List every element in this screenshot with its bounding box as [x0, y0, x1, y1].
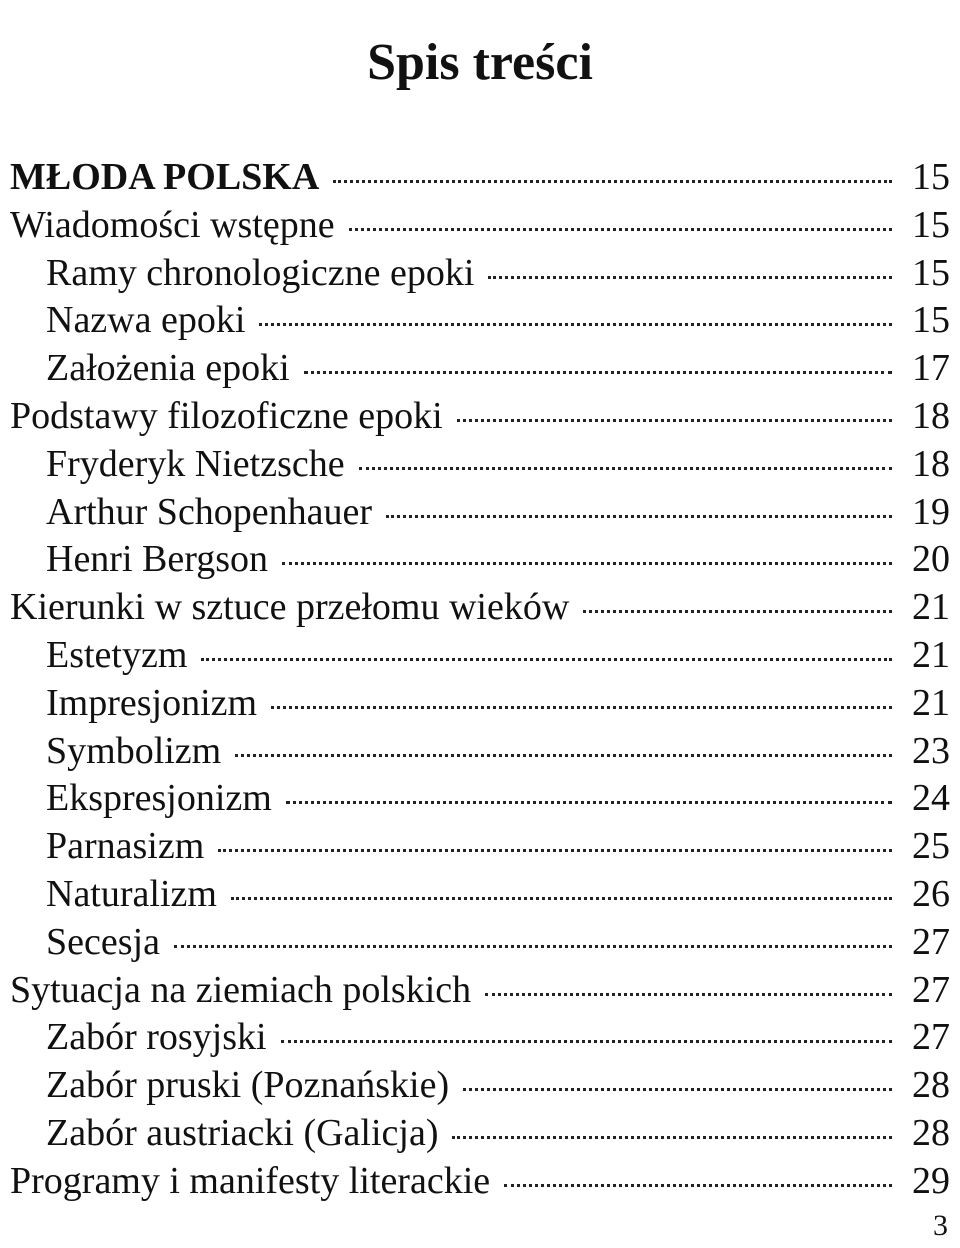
- toc-entry: [10, 1158, 950, 1206]
- toc-entry-label: Założenia epoki: [46, 347, 290, 390]
- dot-leader: [386, 515, 892, 518]
- dot-leader: [333, 180, 892, 183]
- toc-entry-page: 24: [912, 777, 950, 820]
- toc-entry-page: 21: [912, 633, 950, 676]
- toc-entry: [10, 250, 950, 298]
- toc-entry-page: 15: [912, 156, 950, 198]
- toc-entry-page: 27: [912, 968, 950, 1011]
- toc-entry: [10, 1110, 950, 1158]
- dot-leader: [485, 993, 892, 996]
- toc-entry: [10, 393, 950, 441]
- toc-entry-page: 23: [912, 729, 950, 772]
- toc-entry-page: 20: [912, 538, 950, 581]
- toc-entry-page: 17: [912, 347, 950, 390]
- toc-entry-label: Arthur Schopenhauer: [46, 490, 373, 533]
- toc-entry-label: Zabór rosyjski: [46, 1016, 267, 1059]
- dot-leader: [304, 371, 892, 374]
- dot-leader: [174, 945, 892, 948]
- dot-leader: [359, 467, 892, 470]
- dot-leader: [231, 897, 892, 900]
- toc-entry: [10, 680, 950, 728]
- toc-entry-label: Impresjonizm: [46, 681, 258, 724]
- toc-entry-page: 26: [912, 872, 950, 915]
- toc-entry-page: 18: [912, 442, 950, 485]
- toc-entry-label: Programy i manifesty literackie: [10, 1159, 491, 1202]
- toc-entry-label: Secesja: [46, 920, 160, 963]
- toc-entry-label: Ekspresjonizm: [46, 777, 272, 820]
- toc-entry-label: MŁODA POLSKA: [10, 156, 320, 198]
- toc-entry-page: 25: [912, 825, 950, 868]
- table-of-contents: [10, 154, 950, 1206]
- toc-entry-label: Zabór pruski (Poznańskie): [46, 1064, 450, 1107]
- toc-entry: [10, 823, 950, 871]
- dot-leader: [488, 276, 892, 279]
- toc-entry-page: 29: [912, 1159, 950, 1202]
- toc-entry-label: Parnasizm: [46, 825, 205, 868]
- toc-entry: [10, 1062, 950, 1110]
- toc-entry-label: Symbolizm: [46, 729, 222, 772]
- toc-entry-page: 21: [912, 681, 950, 724]
- toc-entry-page: 15: [912, 251, 950, 294]
- dot-leader: [504, 1184, 892, 1187]
- toc-entry-page: 19: [912, 490, 950, 533]
- toc-entry-label: Sytuacja na ziemiach polskich: [10, 968, 472, 1011]
- toc-entry-page: 27: [912, 1016, 950, 1059]
- dot-leader: [201, 658, 892, 661]
- toc-entry: [10, 871, 950, 919]
- toc-entry: [10, 728, 950, 776]
- toc-entry-label: Wiadomości wstępne: [10, 203, 335, 246]
- toc-entry-page: 21: [912, 586, 950, 629]
- toc-entry: [10, 584, 950, 632]
- page-number: 3: [933, 1209, 948, 1242]
- toc-entry-page: 15: [912, 203, 950, 246]
- toc-entry: [10, 632, 950, 680]
- toc-entry-page: 28: [912, 1064, 950, 1107]
- dot-leader: [235, 754, 892, 757]
- dot-leader: [286, 801, 892, 804]
- toc-entry: [10, 154, 950, 202]
- dot-leader: [281, 1040, 892, 1043]
- toc-entry: [10, 441, 950, 489]
- page-title: Spis treści: [367, 33, 593, 91]
- toc-entry-label: Podstawy filozoficzne epoki: [10, 394, 443, 437]
- toc-entry-label: Kierunki w sztuce przełomu wieków: [10, 586, 570, 629]
- toc-entry-page: 27: [912, 920, 950, 963]
- toc-entry-page: 28: [912, 1111, 950, 1154]
- toc-entry-label: Naturalizm: [46, 872, 217, 915]
- dot-leader: [349, 228, 892, 231]
- dot-leader: [583, 610, 892, 613]
- dot-leader: [259, 323, 892, 326]
- dot-leader: [463, 1088, 892, 1091]
- toc-entry: [10, 345, 950, 393]
- toc-entry-label: Henri Bergson: [46, 538, 268, 581]
- toc-entry-label: Estetyzm: [46, 633, 188, 676]
- dot-leader: [271, 706, 892, 709]
- toc-entry: [10, 1014, 950, 1062]
- dot-leader: [282, 562, 892, 565]
- dot-leader: [452, 1136, 892, 1139]
- toc-entry-label: Fryderyk Nietzsche: [46, 442, 345, 485]
- toc-entry-label: Nazwa epoki: [46, 299, 246, 342]
- toc-entry-page: 18: [912, 394, 950, 437]
- toc-entry: [10, 775, 950, 823]
- toc-entry-page: 15: [912, 299, 950, 342]
- toc-entry: [10, 297, 950, 345]
- toc-entry-label: Ramy chronologiczne epoki: [46, 251, 475, 294]
- toc-entry: [10, 919, 950, 967]
- toc-entry: [10, 967, 950, 1015]
- dot-leader: [457, 419, 892, 422]
- dot-leader: [218, 849, 892, 852]
- toc-entry: [10, 489, 950, 537]
- toc-entry-label: Zabór austriacki (Galicja): [46, 1111, 439, 1154]
- toc-entry: [10, 536, 950, 584]
- toc-entry: [10, 202, 950, 250]
